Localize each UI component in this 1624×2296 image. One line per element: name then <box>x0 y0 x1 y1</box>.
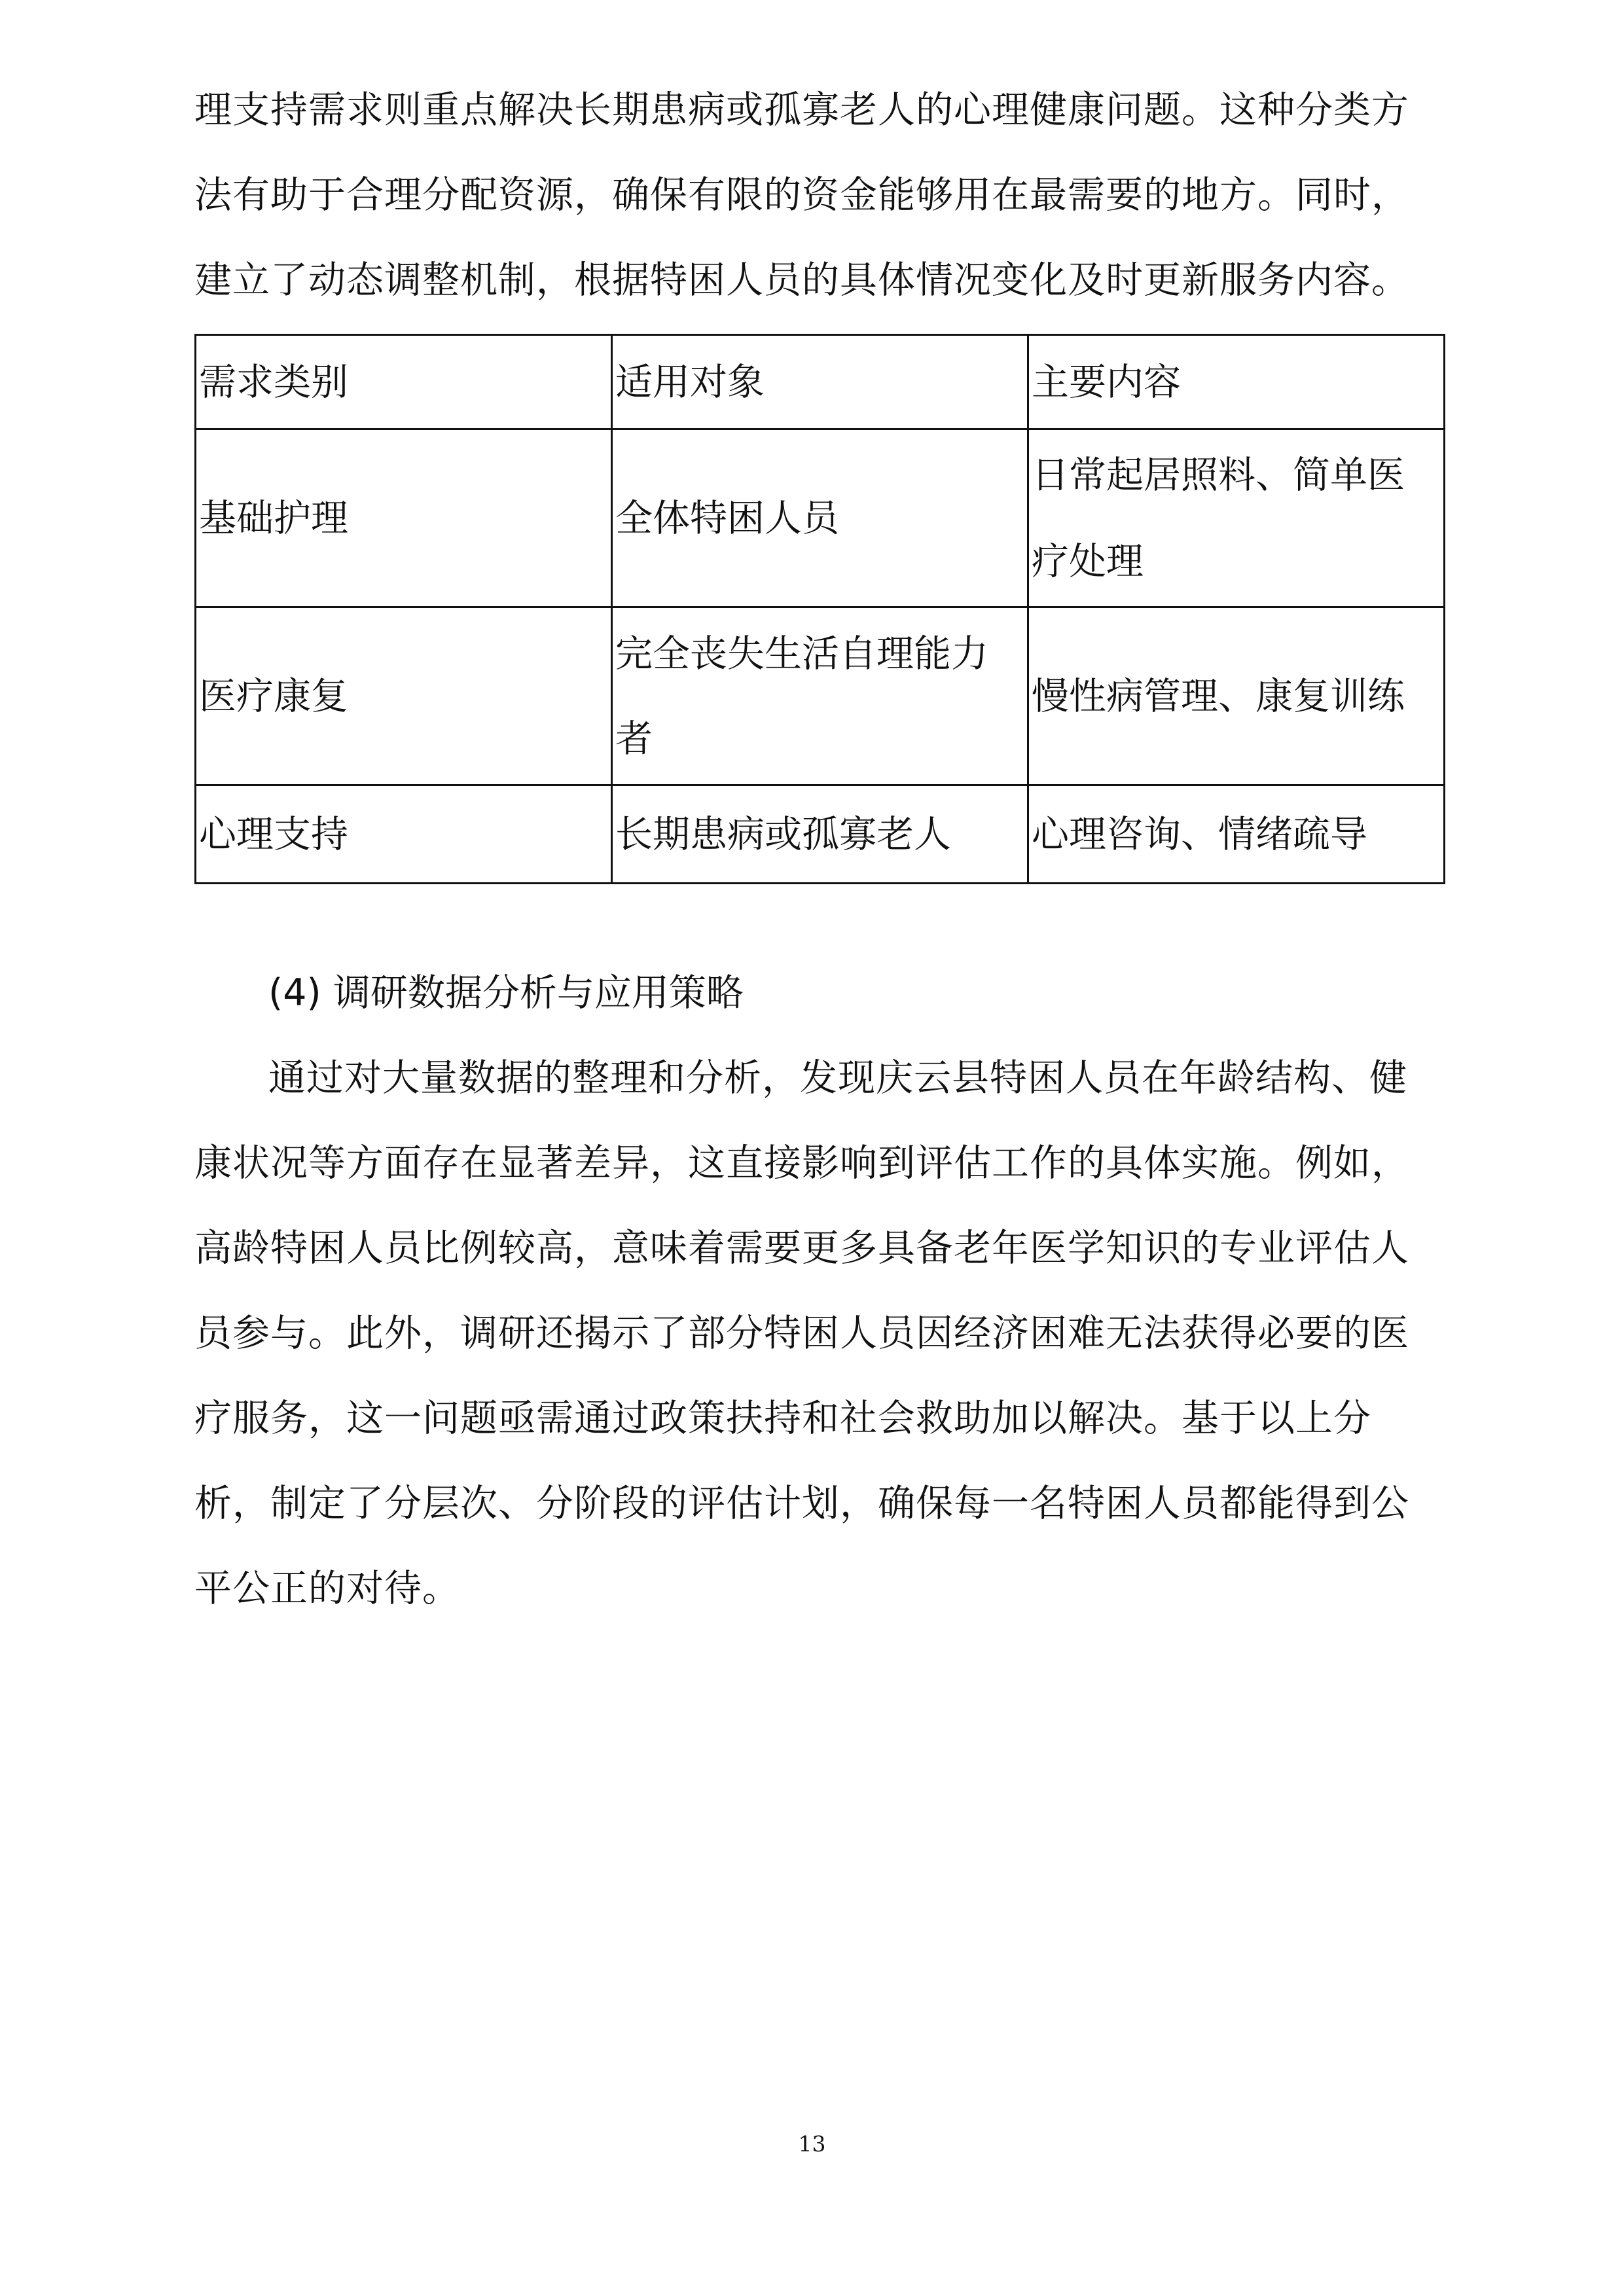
intro-line-2: 法有助于合理分配资源，确保有限的资金能够用在最需要的地方。同时， <box>194 173 1409 217</box>
row-2-content: 慢性病管理、康复训练 <box>1028 607 1445 785</box>
intro-line-1: 理支持需求则重点解决长期患病或孤寡老人的心理健康问题。这种分类方 <box>194 88 1409 132</box>
table-row <box>196 607 1445 785</box>
row-1-category: 基础护理 <box>196 429 612 607</box>
body-line-2: 康状况等方面存在显著差异，这直接影响到评估工作的具体实施。例如， <box>194 1141 1409 1185</box>
body-line-3: 高龄特困人员比例较高，意味着需要更多具备老年医学知识的专业评估人 <box>194 1227 1409 1270</box>
row-1-target: 全体特困人员 <box>612 429 1028 607</box>
body-line-6: 析，制定了分层次、分阶段的评估计划，确保每一名特困人员都能得到公 <box>194 1482 1409 1525</box>
page-number: 13 <box>798 2131 826 2157</box>
intro-line-3: 建立了动态调整机制，根据特困人员的具体情况变化及时更新服务内容。 <box>194 259 1409 302</box>
body-line-5: 疗服务，这一问题亟需通过政策扶持和社会救助加以解决。基于以上分 <box>194 1397 1371 1440</box>
header-target: 适用对象 <box>612 335 1028 429</box>
row-1-content-line-1: 日常起居照料、简单医 <box>1032 453 1405 497</box>
needs-category-table <box>194 334 1445 884</box>
body-line-1: 通过对大量数据的整理和分析，发现庆云县特困人员在年龄结构、健 <box>268 1056 1407 1100</box>
body-line-4: 员参与。此外，调研还揭示了部分特困人员因经济困难无法获得必要的医 <box>194 1312 1409 1355</box>
table-row <box>196 429 1445 607</box>
row-2-target <box>612 607 1028 785</box>
body-line-7: 平公正的对待。 <box>194 1567 460 1610</box>
row-2-target-line-2: 者 <box>615 717 653 761</box>
row-2-target-line-1: 完全丧失生活自理能力 <box>615 632 988 675</box>
table-header-row <box>196 335 1445 429</box>
section-heading: (4) 调研数据分析与应用策略 <box>268 971 744 1014</box>
header-content: 主要内容 <box>1028 335 1445 429</box>
row-1-content <box>1028 429 1445 607</box>
row-3-category: 心理支持 <box>196 785 612 884</box>
table-row <box>196 785 1445 884</box>
row-2-category: 医疗康复 <box>196 607 612 785</box>
row-3-target: 长期患病或孤寡老人 <box>612 785 1028 884</box>
row-1-content-line-2: 疗处理 <box>1032 539 1144 583</box>
header-category: 需求类别 <box>196 335 612 429</box>
row-3-content: 心理咨询、情绪疏导 <box>1028 785 1445 884</box>
